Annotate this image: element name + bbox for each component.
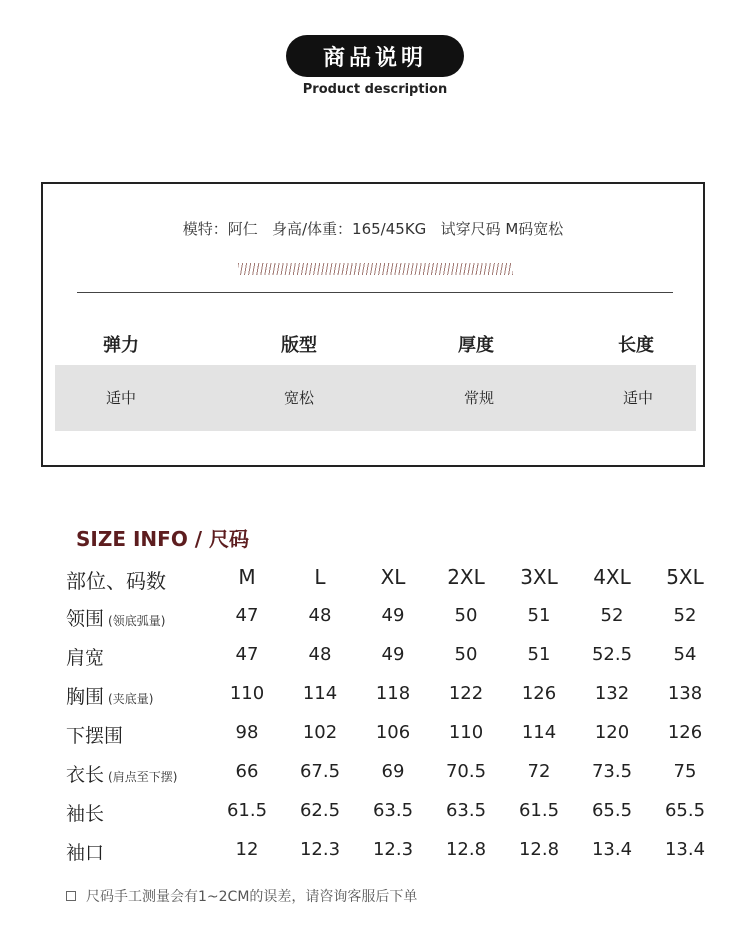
size-header-3xl: 3XL	[520, 565, 558, 589]
size-cell: 138	[667, 683, 703, 704]
size-cell: 51	[527, 644, 551, 665]
size-cell: 61.5	[226, 800, 268, 821]
attr-value-elasticity: 适中	[105, 389, 136, 407]
size-row-label-text: 肩宽	[66, 647, 105, 669]
size-cell: 98	[235, 722, 259, 743]
size-cell: 50	[454, 644, 478, 665]
size-cell: 13.4	[591, 839, 633, 860]
size-cell: 52	[600, 605, 624, 626]
size-cell: 72	[527, 761, 551, 782]
size-cell: 65.5	[591, 800, 633, 821]
size-row-label-note: (肩点至下摆)	[108, 770, 178, 784]
section-title: 商品说明	[322, 45, 427, 71]
size-row-label	[66, 799, 104, 826]
size-cell: 126	[521, 683, 557, 704]
size-header-5xl: 5XL	[666, 565, 704, 589]
size-cell: 63.5	[445, 800, 487, 821]
section-title-pill	[286, 35, 464, 77]
size-cell: 132	[594, 683, 630, 704]
size-row-label-text: 衣长	[66, 764, 105, 786]
size-row-label-text: 下摆围	[66, 725, 124, 747]
size-cell: 65.5	[664, 800, 706, 821]
size-cell: 50	[454, 605, 478, 626]
size-cell: 122	[448, 683, 484, 704]
size-cell: 67.5	[299, 761, 341, 782]
size-header-label: 部位、码数	[66, 569, 166, 593]
size-cell: 12	[235, 839, 259, 860]
size-cell: 118	[375, 683, 411, 704]
size-cell: 12.8	[445, 839, 487, 860]
size-cell: 73.5	[591, 761, 633, 782]
footnote	[66, 886, 417, 906]
attr-label-length: 长度	[618, 335, 654, 356]
size-row-label-text: 袖长	[66, 803, 105, 825]
size-cell: 12.3	[299, 839, 341, 860]
size-cell: 110	[448, 722, 484, 743]
size-cell: 114	[302, 683, 338, 704]
size-cell: 62.5	[299, 800, 341, 821]
size-cell: 13.4	[664, 839, 706, 860]
attr-label-elasticity: 弹力	[103, 335, 139, 356]
size-row-label	[66, 643, 104, 670]
size-cell: 51	[527, 605, 551, 626]
attr-label-fit: 版型	[281, 335, 317, 356]
size-cell: 12.8	[518, 839, 560, 860]
size-row-label-text: 胸围	[66, 686, 105, 708]
size-row-label-note: (夹底量)	[108, 692, 154, 706]
size-header-l: L	[314, 565, 326, 589]
size-cell: 110	[229, 683, 265, 704]
size-cell: 102	[302, 722, 338, 743]
size-cell: 52.5	[591, 644, 633, 665]
size-row-label-text: 袖口	[66, 842, 105, 864]
size-cell: 106	[375, 722, 411, 743]
size-header-4xl: 4XL	[593, 565, 631, 589]
size-cell: 66	[235, 761, 259, 782]
checkbox-icon	[66, 891, 76, 901]
size-cell: 126	[667, 722, 703, 743]
section-subtitle: Product description	[302, 82, 448, 97]
footnote-text: 尺码手工测量会有1~2CM的误差，请咨询客服后下单	[86, 889, 418, 905]
size-cell: 47	[235, 605, 259, 626]
size-header-xl: XL	[380, 565, 406, 589]
divider-line	[77, 292, 673, 293]
size-header-2xl: 2XL	[447, 565, 485, 589]
size-row-label	[66, 838, 104, 865]
attr-value-thickness: 常规	[463, 389, 494, 407]
size-header-m: M	[238, 565, 256, 589]
size-cell: 12.3	[372, 839, 414, 860]
model-info: 模特：阿仁 身高/体重：165/45KG 试穿尺码 M码宽松	[182, 220, 564, 238]
decorative-hatch	[238, 263, 513, 275]
size-cell: 49	[381, 605, 405, 626]
size-row-label	[66, 721, 123, 748]
size-cell: 120	[594, 722, 630, 743]
size-row-label-text: 领围	[66, 608, 105, 630]
size-row-label	[66, 604, 165, 631]
size-cell: 114	[521, 722, 557, 743]
size-cell: 52	[673, 605, 697, 626]
size-info-title: SIZE INFO / 尺码	[76, 527, 250, 551]
size-row-label	[66, 682, 153, 709]
size-cell: 70.5	[445, 761, 487, 782]
size-cell: 49	[381, 644, 405, 665]
product-attributes-box	[41, 182, 705, 467]
attr-value-length: 适中	[622, 389, 653, 407]
size-cell: 75	[673, 761, 697, 782]
attr-label-thickness: 厚度	[458, 335, 494, 356]
size-cell: 48	[308, 605, 332, 626]
size-cell: 61.5	[518, 800, 560, 821]
size-row-label	[66, 760, 177, 787]
attr-value-fit: 宽松	[283, 389, 314, 407]
size-cell: 63.5	[372, 800, 414, 821]
size-cell: 47	[235, 644, 259, 665]
size-cell: 48	[308, 644, 332, 665]
size-cell: 54	[673, 644, 697, 665]
size-cell: 69	[381, 761, 405, 782]
size-row-label-note: (领底弧量)	[108, 614, 166, 628]
